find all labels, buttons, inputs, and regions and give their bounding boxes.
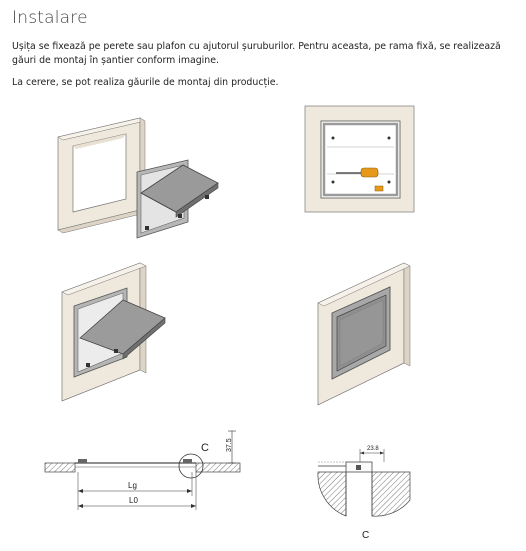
illustration-wall-closed-door <box>318 263 410 405</box>
detail-caption: C <box>362 530 370 541</box>
inner-length-label: Lg <box>128 481 137 490</box>
intro-paragraph-1: Ușița se fixează pe perete sau plafon cu ajutorul șuruburilor. Pentru aceasta, pe rama fixă, se realizează găuri de montaj în șantier conform imagine. <box>12 41 501 66</box>
height-dimension: 37.5 <box>226 438 233 452</box>
illustration-open-frame <box>58 118 218 238</box>
illustration-wall-open-door <box>62 263 165 401</box>
detail-dimension: 23.8 <box>367 446 379 452</box>
section-label-c: C <box>201 442 209 454</box>
intro-paragraph-2: La cerere, se pot realiza găurile de montaj din producție. <box>12 77 279 88</box>
page-title: Instalare <box>12 8 88 28</box>
section-drawing <box>45 431 240 510</box>
detail-c-drawing <box>318 446 410 541</box>
illustration-screwdriver <box>305 106 414 212</box>
outer-length-label: L0 <box>129 496 138 505</box>
